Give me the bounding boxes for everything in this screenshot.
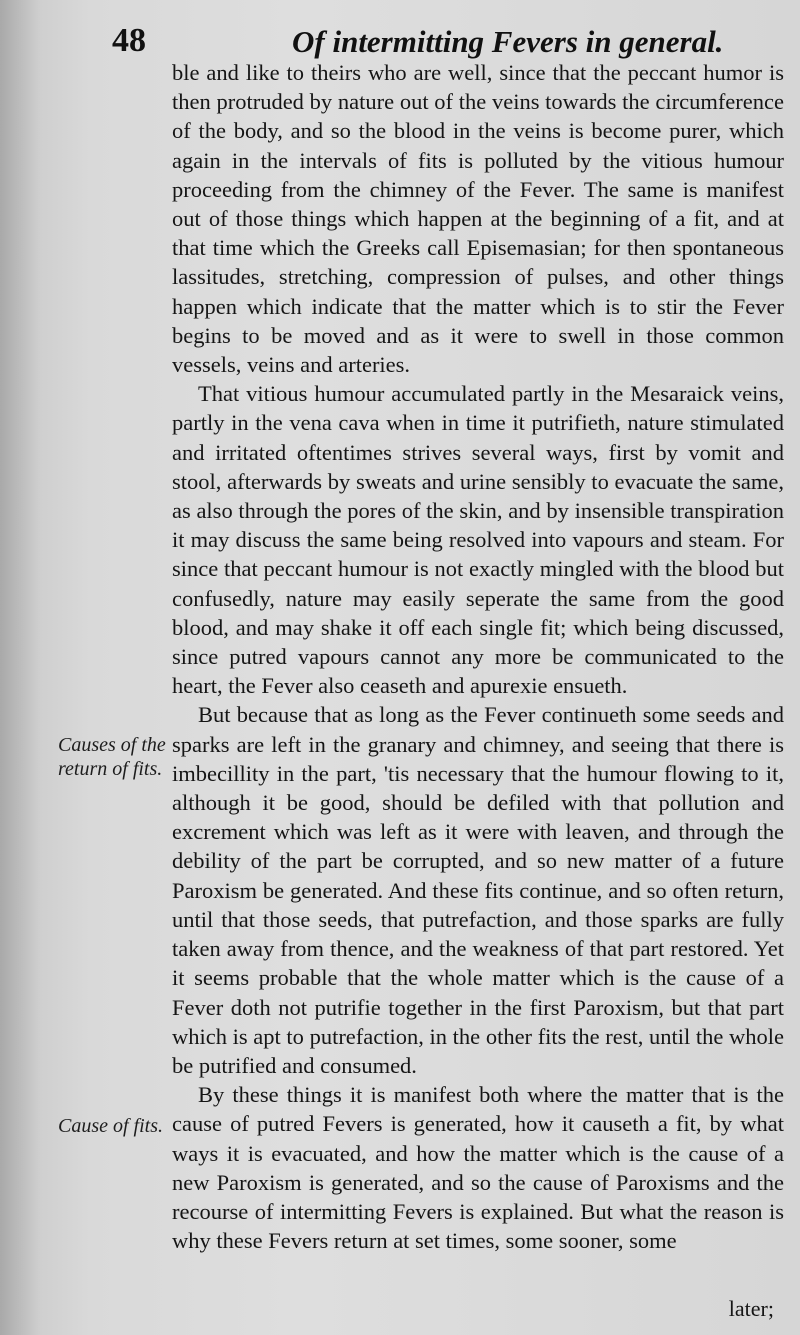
paragraph-1: ble and like to theirs who are well, since that the peccant humor is then protruded by nature out of the veins towards the circumference of the body, and so the blood in the veins is become purer, which again in the intervals of fits is polluted by the vitious humour proceeding from the chimney of the Fever. The same is manifest out of those things which happen at the beginning of a fit, and at that time which the Greeks call Episemasian; for then spontaneous lassitudes, stretching, compression of pulses, and other things happen which indicate that the matter which is to stir the Fever begins to be moved and as it were to swell in those common vessels, veins and arteries.	[172, 60, 784, 378]
paragraph-4: By these things it is manifest both where the matter that is the cause of putred Fevers is generated, how it causeth a fit, by what ways it is evacuated, and how the matter which is the cause of a new Paroxism is generated, and so the cause of Paroxisms and the recourse of intermitting Fevers is explained. But what the reason is why these Fevers return at set times, some sooner, some	[172, 1082, 784, 1254]
body-text	[172, 58, 784, 1255]
running-head: Of intermitting Fevers in general.	[292, 24, 724, 59]
page-number: 48	[112, 22, 146, 59]
paragraph-2: That vitious humour accumulated partly in the Mesaraick veins, partly in the vena cava when in time it putrifieth, nature stimulated and irritated oftentimes strives several ways, first by vomit and stool, afterwards by sweats and urine sensibly to evacuate the same, as also through the pores of the skin, and by insensible transpiration it may discuss the same being resolved into vapours and steam. For since that peccant humour is not exactly mingled with the blood but confusedly, nature may easily seperate the same from the good blood, and may shake it off each single fit; which being discussed, since putred vapours cannot any more be communicated to the heart, the Fever also ceaseth and apurexie ensueth.	[172, 381, 784, 699]
marginal-note-cause-of-fits: Cause of fits.	[58, 1115, 164, 1137]
marginal-note-causes-of-return: Causes of the return of fits.	[58, 734, 166, 780]
paragraph-3: But because that as long as the Fever continueth some seeds and sparks are left in the granary and chimney, and seeing that there is imbecillity in the part, 'tis necessary that the humour flowing to it, although it be good, should be defiled with that pollution and excrement which was left as it were with leaven, and through the debility of the part be corrupted, and so new matter of a future Paroxism be generated. And these fits continue, and so often return, until that those seeds, that putrefaction, and those sparks are fully taken away from thence, and the weakness of that part restored. Yet it seems probable that the whole matter which is the cause of a Fever doth not putrifie together in the first Paroxism, but that part which is apt to putrefaction, in the other fits the rest, until the whole be putrified and consumed.	[172, 702, 784, 1078]
catchword: later;	[728, 1296, 774, 1321]
